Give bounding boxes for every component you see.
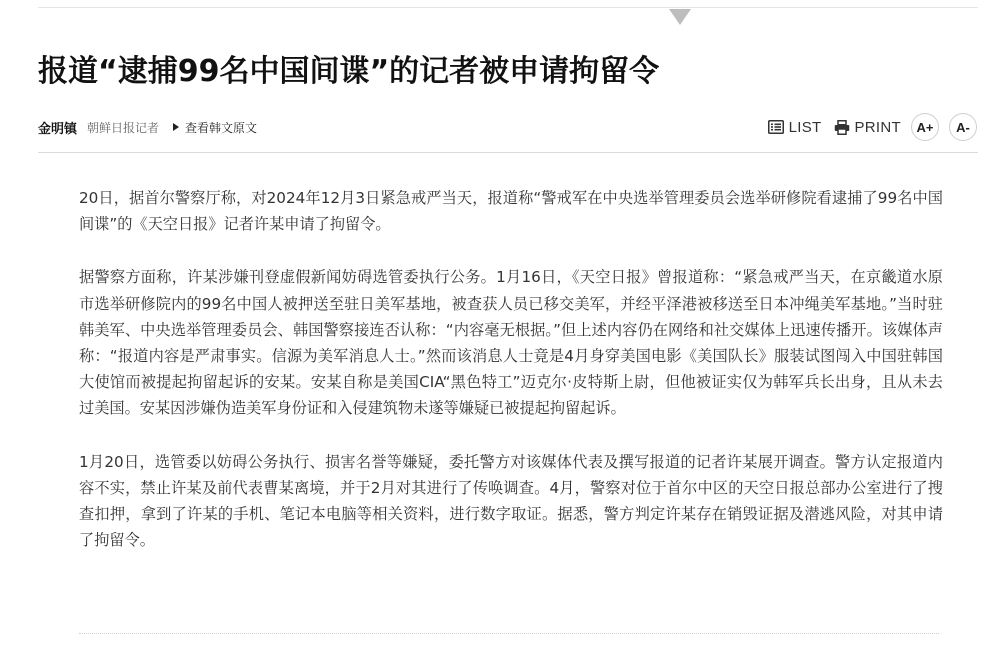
footer-divider	[79, 633, 939, 634]
view-original-label: 查看韩文原文	[185, 120, 258, 135]
play-triangle-icon	[173, 123, 179, 131]
author-affiliation: 朝鲜日报记者	[87, 120, 160, 135]
article-toolbar	[756, 113, 977, 141]
article-paragraph: 1月20日，选管委以妨碍公务执行、损害名誉等嫌疑，委托警方对该媒体代表及撰写报道的记者许某展开调查。警方认定报道内容不实，禁止许某及前代表曹某离境，并于2月对其进行了传唤调查。4月，警察对位于首尔中区的天空日报总部办公室进行了搜查扣押，拿到了许某的手机、笔记本电脑等相关资料，进行数字取证。据悉，警方判定许某存在销毁证据及潜逃风险，对其申请了拘留令。	[79, 452, 943, 550]
article-paragraph: 据警察方面称，许某涉嫌刊登虚假新闻妨碍选管委执行公务。1月16日，《天空日报》曾报道称：“紧急戒严当天，在京畿道水原市选举研修院内的99名中国人被押送至驻日美军基地，被查获人员已移交美军，并经平泽港被移送至日本冲绳美军基地。”当时驻韩美军、中央选举管理委员会、韩国警察接连否认称：“内容毫无根据。”但上述内容仍在网络和社交媒体上迅速传播开。该媒体声称：“报道内容是严肃事实。信源为美军消息人士。”然而该消息人士竟是4月身穿美国电影《美国队长》服装试图闯入中国驻韩国大使馆而被提起拘留起诉的安某。安某自称是美国CIA“黑色特工”迈克尔·皮特斯上尉，但他被证实仅为韩军兵长出身，且从未去过美国。安某因涉嫌伪造美军身份证和入侵建筑物未遂等嫌疑已被提起拘留起诉。	[79, 268, 943, 418]
font-increase-button[interactable]: A+	[911, 113, 939, 141]
down-arrow-icon[interactable]	[669, 9, 691, 25]
print-label: PRINT	[854, 118, 901, 136]
byline	[38, 116, 257, 138]
article-body	[79, 185, 943, 580]
printer-icon	[834, 120, 850, 135]
top-divider	[38, 7, 978, 8]
article-paragraph: 20日，据首尔警察厅称，对2024年12月3日紧急戒严当天，报道称“警戒军在中央选举管理委员会选举研修院看逮捕了99名中国间谍”的《天空日报》记者许某申请了拘留令。	[79, 189, 943, 234]
list-icon	[768, 120, 784, 134]
print-button[interactable]	[834, 119, 902, 136]
list-label: LIST	[788, 118, 822, 136]
view-original-link[interactable]	[173, 119, 257, 136]
list-button[interactable]	[768, 119, 822, 136]
page-title: 报道“逮捕99名中国间谍”的记者被申请拘留令	[38, 54, 660, 89]
author-name: 金明镇	[38, 121, 78, 137]
font-decrease-button[interactable]: A-	[949, 113, 977, 141]
header-divider	[38, 152, 978, 153]
